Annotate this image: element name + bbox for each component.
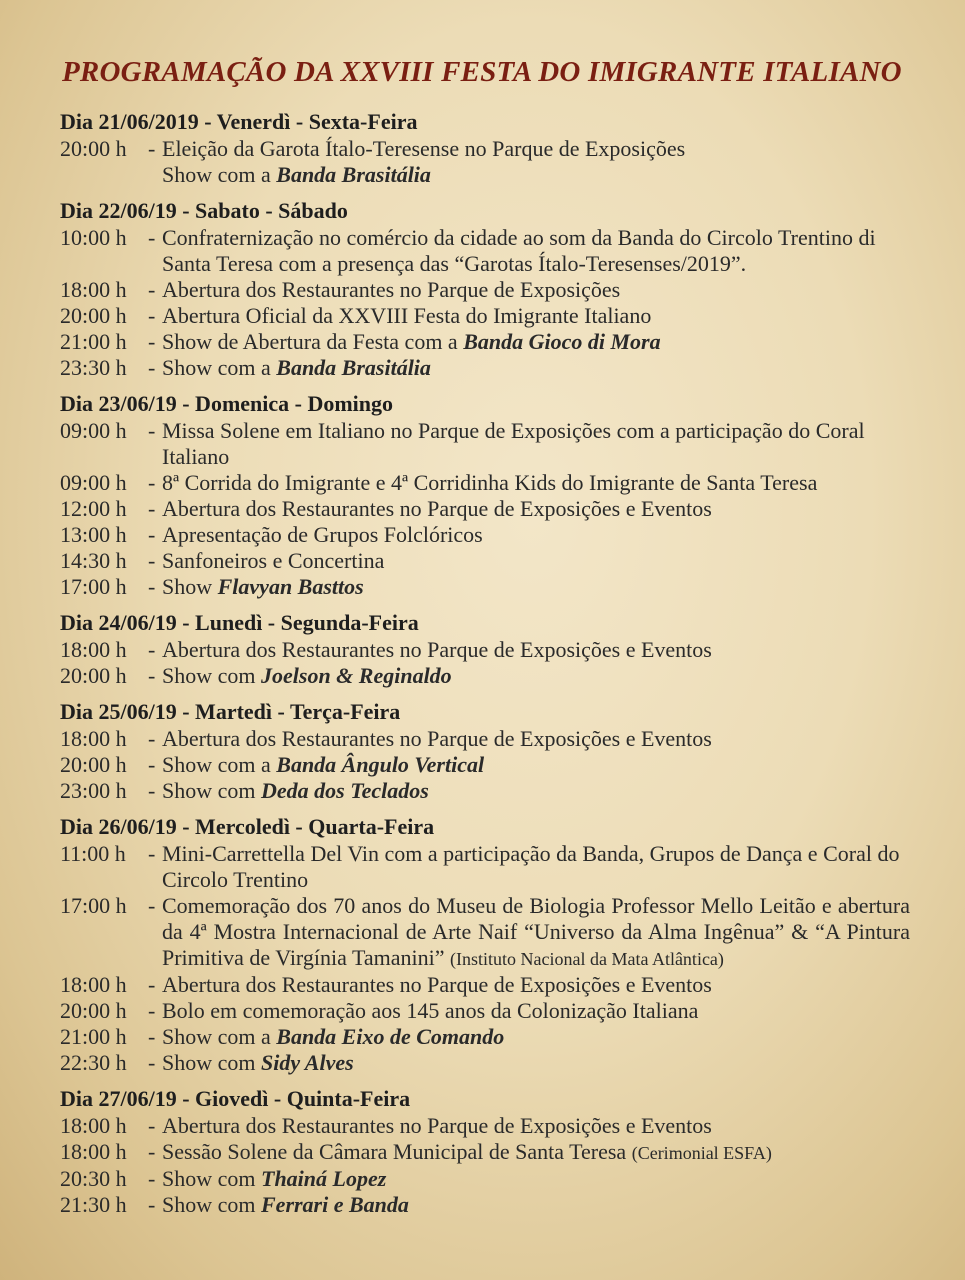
event-text: Abertura dos Restaurantes no Parque de Exposições e Eventos	[162, 1113, 712, 1138]
event-text: Abertura dos Restaurantes no Parque de Exposições e Eventos	[162, 637, 712, 662]
event-time: 21:00 h	[60, 1024, 127, 1049]
event-time: 17:00 h	[60, 893, 127, 918]
event-description	[162, 1024, 910, 1050]
performer-name: Banda Ângulo Vertical	[276, 752, 485, 777]
time-separator: -	[148, 1024, 156, 1049]
event-row	[60, 548, 910, 574]
time-separator: -	[148, 496, 156, 521]
event-text: Bolo em comemoração aos 145 anos da Colonização Italiana	[162, 998, 699, 1023]
event-time: 23:30 h	[60, 355, 127, 380]
event-description	[162, 574, 910, 600]
event-text: Missa Solene em Italiano no Parque de Exposições com a participação do Coral Italiano	[162, 418, 865, 469]
event-time: 20:00 h	[60, 136, 127, 161]
event-row	[60, 1113, 910, 1139]
event-time: 09:00 h	[60, 418, 127, 443]
time-separator: -	[148, 663, 156, 688]
time-separator: -	[148, 225, 156, 250]
event-row	[60, 303, 910, 329]
time-separator: -	[148, 841, 156, 866]
event-time: 21:30 h	[60, 1192, 127, 1217]
performer-name: Flavyan Basttos	[217, 574, 364, 599]
event-description	[162, 841, 910, 893]
time-separator: -	[148, 470, 156, 495]
event-row	[60, 637, 910, 663]
time-separator: -	[148, 1050, 156, 1075]
day-block	[60, 609, 910, 689]
event-description	[162, 1192, 910, 1218]
event-row	[60, 726, 910, 752]
time-separator: -	[148, 136, 156, 161]
event-text: Comemoração dos 70 anos do Museu de Biologia Professor Mello Leitão e abertura da 4ª Mostra Internacional de Arte Naif “Universo da Alma Ingênua” & “A Pintura Primitiva de Virgínia Tamanini”	[162, 893, 910, 970]
time-separator: -	[148, 637, 156, 662]
event-time: 22:30 h	[60, 1050, 127, 1075]
event-time: 23:00 h	[60, 778, 127, 803]
event-text: Abertura dos Restaurantes no Parque de Exposições e Eventos	[162, 726, 712, 751]
day-heading: Dia 24/06/19 - Lunedì - Segunda-Feira	[60, 610, 419, 635]
event-row	[60, 522, 910, 548]
event-time: 18:00 h	[60, 972, 127, 997]
time-separator: -	[148, 574, 156, 599]
page-title: PROGRAMAÇÃO DA XXVIII FESTA DO IMIGRANTE ITALIANO	[62, 56, 902, 88]
performer-name: Sidy Alves	[261, 1050, 354, 1075]
event-description	[162, 522, 910, 548]
event-description	[162, 162, 910, 188]
event-text: Abertura Oficial da XXVIII Festa do Imigrante Italiano	[162, 303, 652, 328]
event-row	[60, 663, 910, 689]
performer-name: Thainá Lopez	[261, 1166, 387, 1191]
day-heading: Dia 27/06/19 - Giovedì - Quinta-Feira	[60, 1086, 411, 1111]
event-text: Abertura dos Restaurantes no Parque de Exposições e Eventos	[162, 972, 712, 997]
day-block	[60, 813, 910, 1076]
event-text: Eleição da Garota Ítalo-Teresense no Parque de Exposições	[162, 136, 686, 161]
event-text: Sanfoneiros e Concertina	[162, 548, 385, 573]
event-text: Show com	[162, 663, 261, 688]
event-time: 14:30 h	[60, 548, 127, 573]
event-row	[60, 1050, 910, 1076]
time-separator: -	[148, 303, 156, 328]
time-separator: -	[148, 355, 156, 380]
day-heading: Dia 22/06/19 - Sabato - Sábado	[60, 198, 348, 223]
event-time: 18:00 h	[60, 1139, 127, 1164]
event-row	[60, 418, 910, 470]
event-time: 20:00 h	[60, 303, 127, 328]
event-time: 20:00 h	[60, 663, 127, 688]
event-description	[162, 998, 910, 1024]
day-block	[60, 197, 910, 381]
event-time: 12:00 h	[60, 496, 127, 521]
day-heading: Dia 21/06/2019 - Venerdì - Sexta-Feira	[60, 109, 418, 134]
event-row	[60, 277, 910, 303]
event-text: Abertura dos Restaurantes no Parque de Exposições e Eventos	[162, 496, 712, 521]
event-row	[60, 1024, 910, 1050]
event-time: 11:00 h	[60, 841, 126, 866]
event-description	[162, 496, 910, 522]
event-text: Show com	[162, 1166, 261, 1191]
event-text: Confraternização no comércio da cidade ao som da Banda do Circolo Trentino di Santa Teresa com a presença das “Garotas Ítalo-Teresenses/2019”.	[162, 225, 876, 276]
day-block	[60, 390, 910, 600]
day-heading: Dia 23/06/19 - Domenica - Domingo	[60, 391, 394, 416]
event-note: (Instituto Nacional da Mata Atlântica)	[450, 949, 724, 969]
event-row	[60, 136, 910, 162]
time-separator: -	[148, 1166, 156, 1191]
event-text: Show com a	[162, 1024, 277, 1049]
day-heading: Dia 26/06/19 - Mercoledì - Quarta-Feira	[60, 814, 435, 839]
time-separator: -	[148, 778, 156, 803]
event-description	[162, 329, 910, 355]
time-separator: -	[148, 893, 156, 918]
event-row	[60, 841, 910, 893]
event-row	[60, 778, 910, 804]
performer-name: Joelson & Reginaldo	[261, 663, 452, 688]
event-note: (Cerimonial ESFA)	[631, 1143, 772, 1163]
day-block	[60, 108, 910, 188]
event-row	[60, 329, 910, 355]
event-row	[60, 972, 910, 998]
event-text: Abertura dos Restaurantes no Parque de Exposições	[162, 277, 621, 302]
event-description	[162, 893, 910, 972]
event-description	[162, 225, 910, 277]
event-row	[60, 1192, 910, 1218]
time-separator: -	[148, 972, 156, 997]
event-row	[60, 225, 910, 277]
event-time: 18:00 h	[60, 1113, 127, 1138]
event-description	[162, 548, 910, 574]
event-text: 8ª Corrida do Imigrante e 4ª Corridinha Kids do Imigrante de Santa Teresa	[162, 470, 818, 495]
time-separator: -	[148, 277, 156, 302]
event-description	[162, 1139, 910, 1166]
event-text: Show com	[162, 1050, 261, 1075]
performer-name: Ferrari e Banda	[261, 1192, 409, 1217]
event-time: 20:30 h	[60, 1166, 127, 1191]
event-description	[162, 1050, 910, 1076]
event-time: 20:00 h	[60, 752, 127, 777]
event-description	[162, 663, 910, 689]
time-separator: -	[148, 522, 156, 547]
event-row	[60, 162, 910, 188]
day-block	[60, 1085, 910, 1218]
time-separator: -	[148, 726, 156, 751]
time-separator: -	[148, 418, 156, 443]
schedule	[60, 108, 910, 1227]
event-description	[162, 418, 910, 470]
time-separator: -	[148, 752, 156, 777]
time-separator: -	[148, 998, 156, 1023]
event-text: Show com	[162, 1192, 261, 1217]
event-text: Show de Abertura da Festa com a	[162, 329, 464, 354]
event-description	[162, 972, 910, 998]
event-time: 18:00 h	[60, 637, 127, 662]
day-heading: Dia 25/06/19 - Martedì - Terça-Feira	[60, 699, 401, 724]
event-description	[162, 726, 910, 752]
event-description	[162, 778, 910, 804]
event-row	[60, 574, 910, 600]
performer-name: Banda Gioco di Mora	[463, 329, 661, 354]
performer-name: Banda Brasitália	[276, 355, 431, 380]
event-description	[162, 1166, 910, 1192]
event-time: 13:00 h	[60, 522, 127, 547]
event-time: 17:00 h	[60, 574, 127, 599]
time-separator: -	[148, 548, 156, 573]
event-row	[60, 470, 910, 496]
performer-name: Deda dos Teclados	[261, 778, 429, 803]
event-time: 10:00 h	[60, 225, 127, 250]
event-description	[162, 136, 910, 162]
time-separator: -	[148, 329, 156, 354]
event-time: 18:00 h	[60, 726, 127, 751]
event-row	[60, 1166, 910, 1192]
performer-name: Banda Brasitália	[276, 162, 431, 187]
event-description	[162, 637, 910, 663]
event-description	[162, 303, 910, 329]
event-text: Show com a	[162, 162, 277, 187]
time-separator: -	[148, 1113, 156, 1138]
event-text: Sessão Solene da Câmara Municipal de Santa Teresa	[162, 1139, 632, 1164]
event-time: 20:00 h	[60, 998, 127, 1023]
day-block	[60, 698, 910, 804]
event-description	[162, 752, 910, 778]
event-description	[162, 470, 910, 496]
time-separator: -	[148, 1192, 156, 1217]
event-text: Show com a	[162, 752, 277, 777]
event-row	[60, 496, 910, 522]
event-time: 09:00 h	[60, 470, 127, 495]
event-description	[162, 277, 910, 303]
time-separator: -	[148, 1139, 156, 1164]
event-time: 18:00 h	[60, 277, 127, 302]
event-row	[60, 1139, 910, 1166]
event-text: Show com a	[162, 355, 277, 380]
event-time: 21:00 h	[60, 329, 127, 354]
performer-name: Banda Eixo de Comando	[276, 1024, 505, 1049]
event-text: Mini-Carrettella Del Vin com a participação da Banda, Grupos de Dança e Coral do Circolo Trentino	[162, 841, 900, 892]
event-text: Show com	[162, 778, 261, 803]
event-description	[162, 1113, 910, 1139]
event-row	[60, 893, 910, 972]
event-text: Show	[162, 574, 218, 599]
event-row	[60, 998, 910, 1024]
event-row	[60, 355, 910, 381]
event-row	[60, 752, 910, 778]
event-description	[162, 355, 910, 381]
event-text: Apresentação de Grupos Folclóricos	[162, 522, 483, 547]
